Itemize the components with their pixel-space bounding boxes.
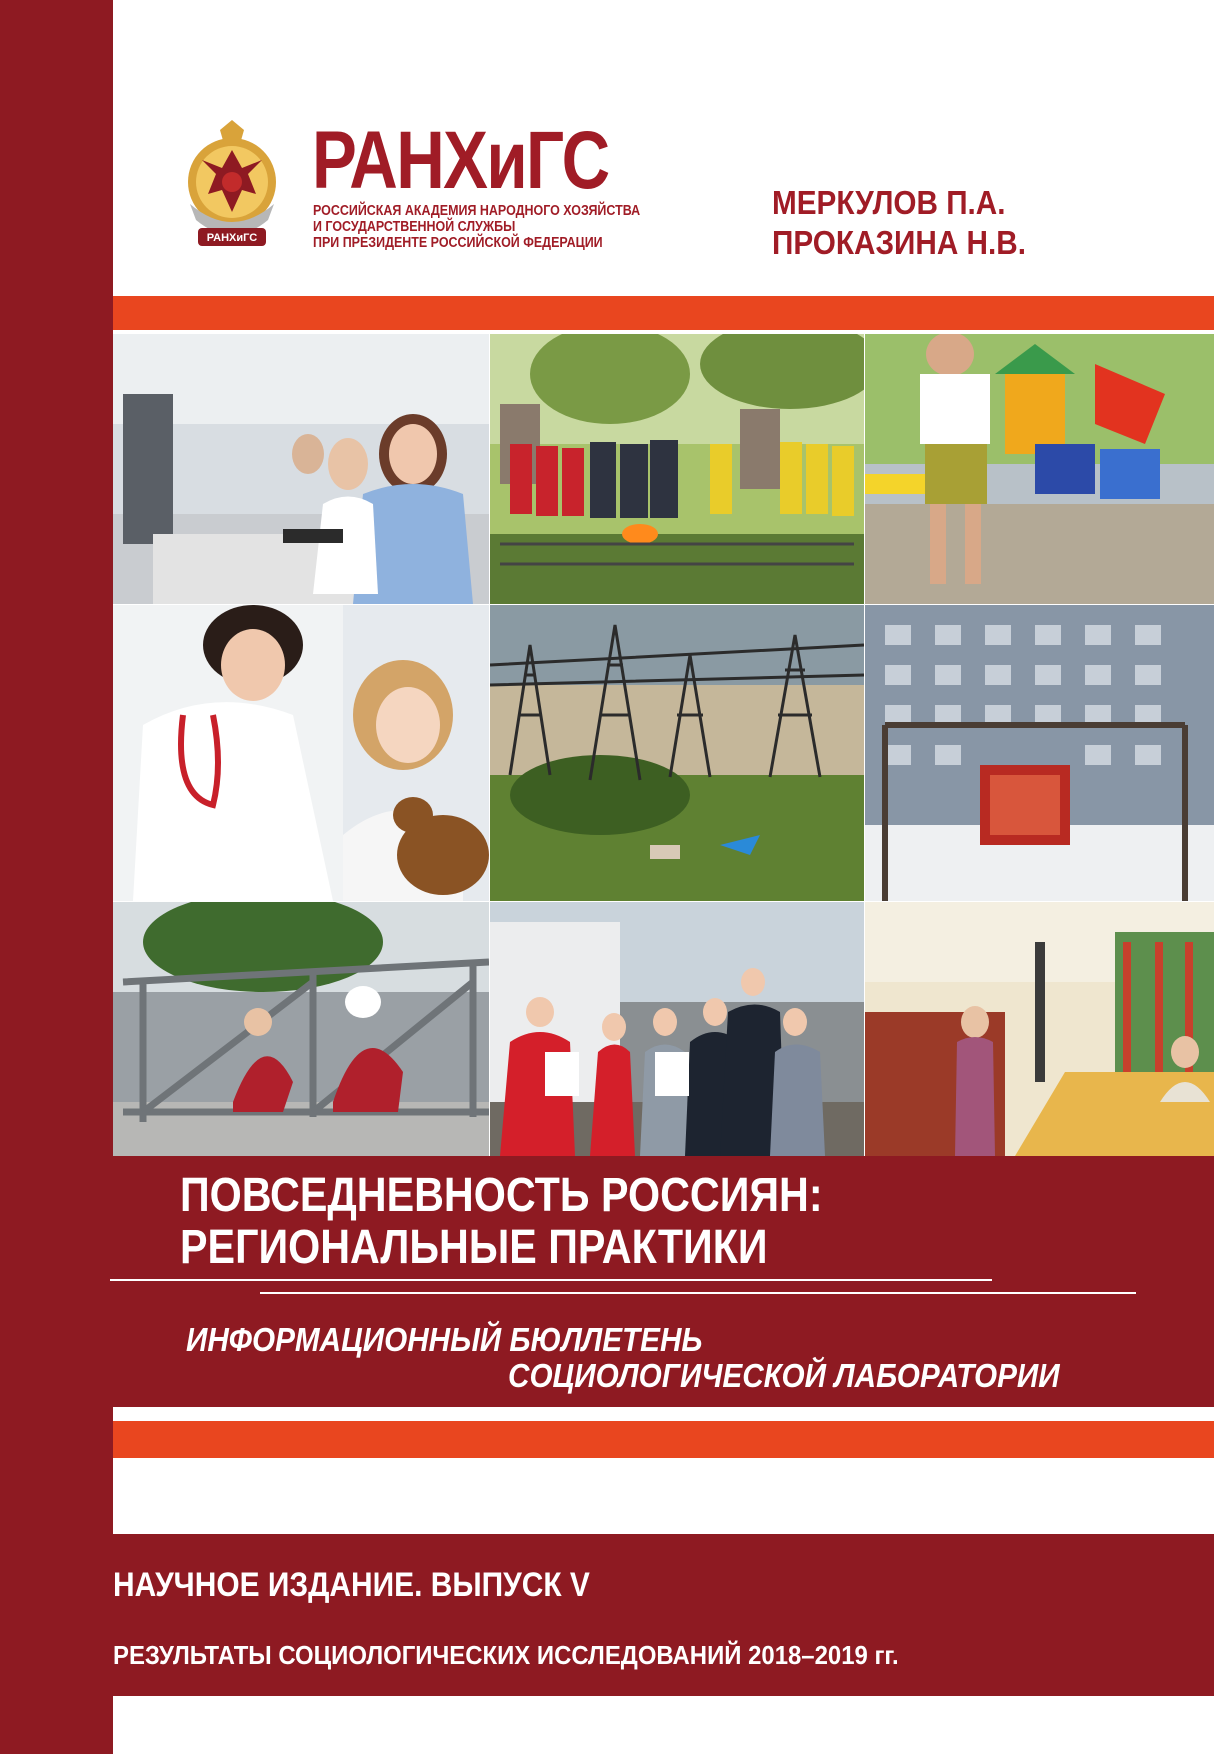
white-band — [113, 1458, 1214, 1534]
left-red-spine — [0, 0, 113, 1754]
footer-band — [113, 1534, 1214, 1696]
main-title-line: РЕГИОНАЛЬНЫЕ ПРАКТИКИ — [180, 1221, 768, 1274]
authors — [772, 183, 1026, 263]
logo-subtitle-line: РОССИЙСКАЯ АКАДЕМИЯ НАРОДНОГО ХОЗЯЙСТВА — [313, 203, 641, 219]
author-name: МЕРКУЛОВ П.А. — [772, 184, 1006, 221]
volunteers-painting-fence-photo — [113, 902, 489, 1156]
logo-subtitle-line: И ГОСУДАРСТВЕННОЙ СЛУЖБЫ — [313, 219, 516, 235]
emblem-icon — [180, 120, 284, 258]
logo-subtitle-line: ПРИ ПРЕЗИДЕНТЕ РОССИЙСКОЙ ФЕДЕРАЦИИ — [313, 235, 603, 251]
apartment-block-winter-photo — [865, 605, 1214, 901]
subtitle-line-2: СОЦИОЛОГИЧЕСКОЙ ЛАБОРАТОРИИ — [508, 1357, 1060, 1394]
results-label: РЕЗУЛЬТАТЫ СОЦИОЛОГИЧЕСКИХ ИССЛЕДОВАНИЙ 2018–2019 гг. — [113, 1640, 899, 1670]
power-lines-photo — [490, 605, 864, 901]
emblem-ribbon-text: РАНХиГС — [206, 232, 258, 244]
series-label: НАУЧНОЕ ИЗДАНИЕ. ВЫПУСК V — [113, 1566, 590, 1604]
police-volunteers-photo — [490, 902, 864, 1156]
main-title — [180, 1170, 823, 1274]
subtitle-line-1: ИНФОРМАЦИОННЫЙ БЮЛЛЕТЕНЬ — [186, 1321, 703, 1358]
memorial-ceremony-photo — [490, 334, 864, 604]
logo-wordmark: РАНХиГС — [312, 115, 609, 206]
bottom-orange-stripe — [113, 1421, 1214, 1458]
title-underline — [110, 1279, 992, 1281]
doctor-child-photo — [113, 605, 489, 901]
author-name: ПРОКАЗИНА Н.В. — [772, 224, 1026, 261]
bottom-white-margin — [113, 1696, 1214, 1754]
playground-kids-photo — [865, 334, 1214, 604]
top-orange-stripe — [113, 296, 1214, 330]
logo-subtitle — [313, 203, 640, 251]
main-title-line: ПОВСЕДНЕВНОСТЬ РОССИЯН: — [180, 1169, 823, 1222]
title-underline-offset — [260, 1292, 1136, 1294]
library-desk-photo — [865, 902, 1214, 1156]
computer-class-photo — [113, 334, 489, 604]
